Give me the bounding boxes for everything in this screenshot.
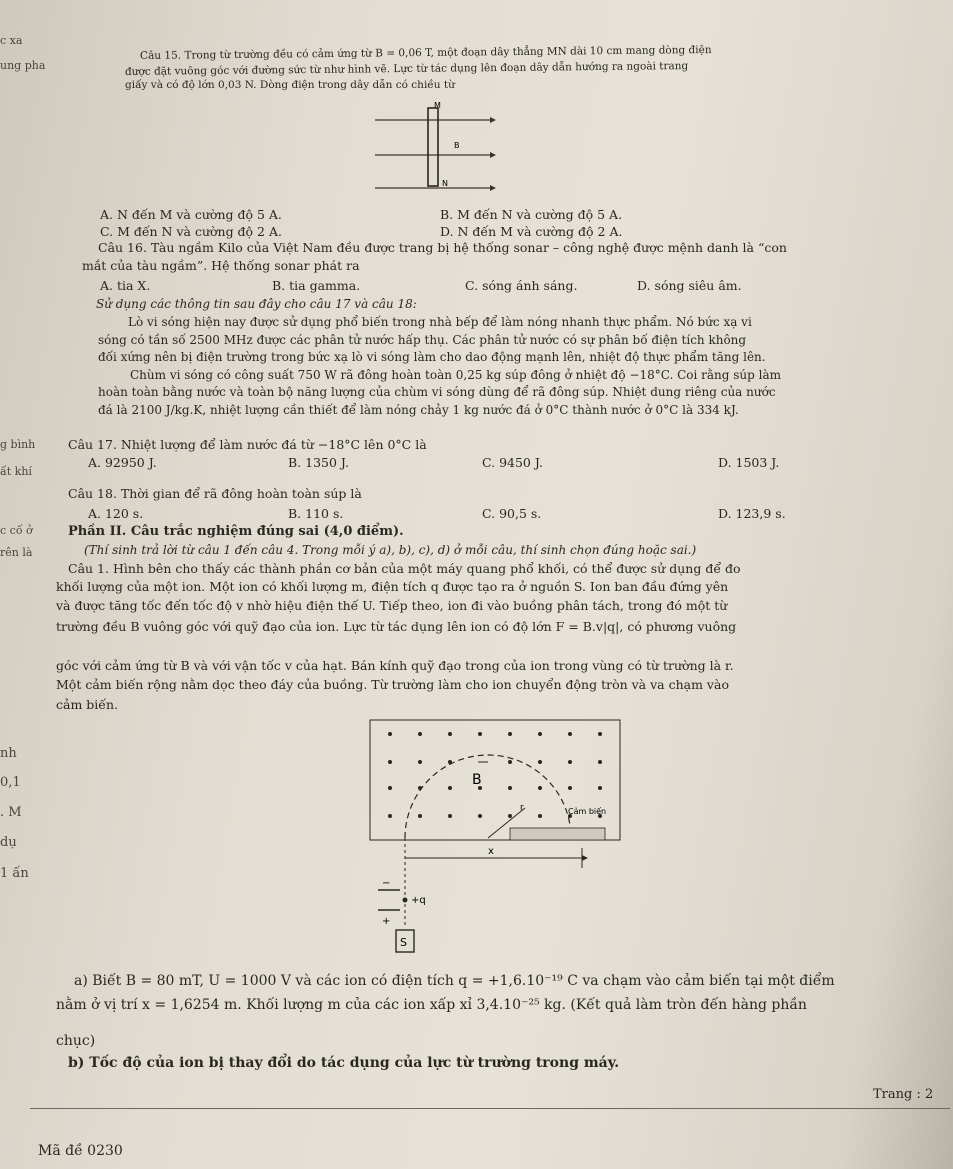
q1-text: khối lượng của một ion. Một ion có khối lượng m, điện tích q được tạo ra ở nguồn S. Ion ban đầu đứng yên (56, 579, 729, 594)
arrow-right-icon (582, 855, 588, 861)
arrow-right-icon (490, 152, 496, 158)
q18-stem: Câu 18. Thời gian để rã đông hoàn toàn súp là (68, 486, 362, 501)
margin-text: ung pha (0, 59, 46, 72)
q18-option-a[interactable]: A. 120 s. (88, 506, 144, 521)
label-x: x (488, 846, 494, 857)
q17-option-a[interactable]: A. 92950 J. (88, 455, 157, 470)
margin-text: ất khí (0, 465, 32, 478)
info-paragraph: đá là 2100 J/kg.K, nhiệt lượng cần thiết để làm nóng chảy 1 kg nước đá ở 0°C thành nước ở 0°C là 334 kJ. (98, 403, 739, 417)
margin-text: nh (0, 746, 17, 761)
footer-divider (30, 1108, 950, 1109)
q15-line3: giấy và có độ lớn 0,03 N. Dòng điện trong dây dẫn có chiều từ (125, 79, 455, 91)
part2-heading: Phần II. Câu trắc nghiệm đúng sai (4,0 điểm). (68, 524, 404, 539)
label-m: M (434, 101, 441, 110)
info-paragraph: hoàn toàn bằng nước và toàn bộ năng lượng của chùm vi sóng dùng để rã đông súp. Nhiệt dung riêng của nước (98, 385, 776, 399)
margin-text: c xa (0, 34, 23, 47)
label-plus: + (382, 916, 391, 927)
q1-statement-b: b) Tốc độ của ion bị thay đổi do tác dụng của lực từ trường trong máy. (68, 1055, 620, 1071)
page-number: Trang : 2 (873, 1087, 934, 1102)
margin-text: c cố ở (0, 524, 33, 537)
q15-line2: được đặt vuông góc với đường sức từ như hình vẽ. Lực từ tác dụng lên đoạn dây dẫn hướng ra ngoài trang (124, 60, 689, 78)
label-sensor: Cảm biến (568, 807, 607, 816)
q15-line1: Câu 15. Trong từ trường đều có cảm ứng từ B = 0,06 T, một đoạn dây thẳng MN dài 10 cm mang dòng điện (139, 44, 712, 62)
q1-text: cảm biến. (56, 697, 118, 712)
q15-option-c[interactable]: C. M đến N và cường độ 2 A. (100, 224, 282, 239)
q16-option-d[interactable]: D. sóng siêu âm. (637, 278, 742, 293)
q17-option-c[interactable]: C. 9450 J. (482, 455, 543, 470)
info-paragraph: đối xứng nên bị điện trường trong bức xạ lò vi sóng làm cho dao động mạnh lên, nhiệt độ thực phẩm tăng lên. (98, 350, 766, 364)
q15-option-a[interactable]: A. N đến M và cường độ 5 A. (100, 207, 282, 222)
q18-option-b[interactable]: B. 110 s. (288, 506, 344, 521)
mass-spectrometer-figure (360, 718, 630, 968)
info-paragraph: Chùm vi sóng có công suất 750 W rã đông hoàn toàn 0,25 kg súp đông ở nhiệt độ −18°C. Coi rằng súp làm (130, 368, 782, 382)
q16-option-a[interactable]: A. tia X. (100, 278, 151, 293)
margin-text: dụ (0, 835, 17, 850)
info-paragraph: sóng có tần số 2500 MHz được các phân tử nước hấp thụ. Các phân tử nước có sự phân bố điện tích không (98, 333, 747, 347)
q15-option-d[interactable]: D. N đến M và cường độ 2 A. (440, 224, 623, 239)
q1-text: Câu 1. Hình bên cho thấy các thành phần cơ bản của một máy quang phổ khối, có thể được sử dụng để đo (68, 561, 741, 576)
label-minus: − (382, 878, 391, 889)
ion-trajectory (405, 755, 571, 838)
q1-text: góc với cảm ứng từ B và với vận tốc v của hạt. Bán kính quỹ đạo trong của ion trong vùng có từ trường là r. (56, 658, 734, 673)
q16-option-b[interactable]: B. tia gamma. (272, 278, 361, 293)
margin-text: . M (0, 805, 22, 820)
label-b: B (454, 141, 460, 150)
q18-option-d[interactable]: D. 123,9 s. (718, 506, 786, 521)
q16-line2: mắt của tàu ngầm”. Hệ thống sonar phát ra (82, 258, 360, 273)
info-paragraph: Lò vi sóng hiện nay được sử dụng phổ biến trong nhà bếp để làm nóng nhanh thực phẩm. Nó bức xạ vi (128, 315, 752, 329)
q16-option-c[interactable]: C. sóng ánh sáng. (465, 278, 578, 293)
label-s: S (400, 936, 407, 949)
margin-text: 1 ấn (0, 866, 29, 881)
field-dots (388, 732, 602, 818)
margin-text: rên là (0, 546, 33, 559)
q1-text: trường đều B vuông góc với quỹ đạo của ion. Lực từ tác dụng lên ion có độ lớn F = B.v|q|, có phương vuông (56, 619, 737, 634)
q1-text: Một cảm biến rộng nằm dọc theo đáy của buồng. Từ trường làm cho ion chuyển động tròn và va chạm vào (56, 677, 729, 692)
q15-option-b[interactable]: B. M đến N và cường độ 5 A. (440, 207, 623, 222)
part2-instructions: (Thí sinh trả lời từ câu 1 đến câu 4. Trong mỗi ý a), b), c), d) ở mỗi câu, thí sinh chọn đúng hoặc sai.) (84, 543, 697, 557)
q17-option-d[interactable]: D. 1503 J. (718, 455, 780, 470)
margin-text: 0,1 (0, 775, 21, 790)
q18-option-c[interactable]: C. 90,5 s. (482, 506, 542, 521)
margin-text: g bình (0, 438, 36, 451)
q1-text: và được tăng tốc đến tốc độ v nhờ hiệu điện thế U. Tiếp theo, ion đi vào buồng phân tách, trong đó một từ (56, 598, 728, 613)
label-r: r (520, 803, 524, 813)
arrow-right-icon (490, 185, 496, 191)
exam-code: Mã đề 0230 (38, 1143, 123, 1159)
q17-stem: Câu 17. Nhiệt lượng để làm nước đá từ −18°C lên 0°C là (68, 437, 427, 452)
arrow-right-icon (490, 117, 496, 123)
q1-statement-a-cont: nằm ở vị trí x = 1,6254 m. Khối lượng m của các ion xấp xỉ 3,4.10⁻²⁵ kg. (Kết quả làm tròn đến hàng phần (56, 997, 807, 1013)
label-q: +q (411, 895, 426, 906)
sensor-bar (510, 828, 605, 840)
q1-statement-a-cont: chục) (56, 1033, 96, 1049)
separation-chamber (370, 720, 620, 840)
info-heading: Sử dụng các thông tin sau đây cho câu 17 và câu 18: (96, 297, 417, 311)
label-b: B (472, 772, 482, 788)
q16-line1: Câu 16. Tàu ngầm Kilo của Việt Nam đều được trang bị hệ thống sonar – công nghệ được mệnh danh là “con (98, 240, 787, 255)
wire-field-figure (370, 100, 500, 195)
label-n: N (442, 179, 448, 188)
q17-option-b[interactable]: B. 1350 J. (288, 455, 349, 470)
ion-dot (403, 898, 408, 903)
q1-statement-a: a) Biết B = 80 mT, U = 1000 V và các ion có điện tích q = +1,6.10⁻¹⁹ C va chạm vào cảm biến tại một điểm (74, 973, 835, 989)
